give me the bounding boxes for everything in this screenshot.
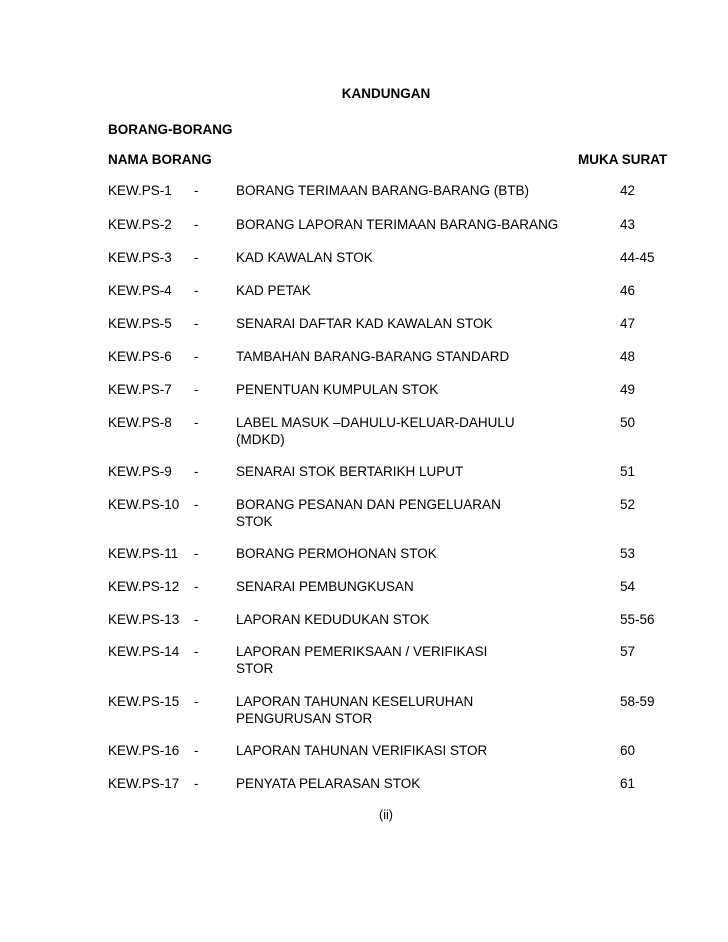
entry-page: 54 — [620, 579, 636, 594]
entry-description: LAPORAN PEMERIKSAAN / VERIFIKASI STOR — [236, 644, 488, 676]
entry-dash: - — [194, 497, 199, 512]
entry-dash: - — [194, 694, 199, 709]
entry-code: KEW.PS-4 — [108, 283, 172, 298]
entry-page: 50 — [620, 415, 636, 430]
entry-code: KEW.PS-12 — [108, 579, 180, 594]
entry-code: KEW.PS-13 — [108, 612, 180, 627]
entry-page: 55-56 — [620, 612, 655, 627]
entry-code: KEW.PS-17 — [108, 776, 180, 791]
entry-dash: - — [194, 546, 199, 561]
entry-description: SENARAI STOK BERTARIKH LUPUT — [236, 464, 464, 479]
entry-page: 58-59 — [620, 694, 655, 709]
entry-page: 48 — [620, 349, 636, 364]
column-header-page: MUKA SURAT — [578, 152, 668, 167]
entry-dash: - — [194, 250, 199, 265]
entry-description: PENYATA PELARASAN STOK — [236, 776, 421, 791]
document-title: KANDUNGAN — [341, 86, 431, 101]
entry-dash: - — [194, 382, 199, 397]
entry-description: BORANG TERIMAAN BARANG-BARANG (BTB) — [236, 183, 530, 198]
entry-description: TAMBAHAN BARANG-BARANG STANDARD — [236, 349, 510, 364]
page-number: (ii) — [379, 808, 393, 822]
entry-page: 43 — [620, 217, 636, 232]
entry-page: 53 — [620, 546, 636, 561]
entry-page: 46 — [620, 283, 636, 298]
entry-code: KEW.PS-9 — [108, 464, 172, 479]
entry-page: 61 — [620, 776, 636, 791]
entry-page: 51 — [620, 464, 636, 479]
entry-description: LAPORAN TAHUNAN KESELURUHAN PENGURUSAN STOR — [236, 694, 474, 726]
entry-dash: - — [194, 217, 199, 232]
entry-description: BORANG LAPORAN TERIMAAN BARANG-BARANG — [236, 217, 559, 232]
entry-dash: - — [194, 776, 199, 791]
entry-code: KEW.PS-15 — [108, 694, 180, 709]
entry-dash: - — [194, 183, 199, 198]
entry-code: KEW.PS-11 — [108, 546, 179, 561]
entry-dash: - — [194, 316, 199, 331]
entry-dash: - — [194, 464, 199, 479]
entry-description: LABEL MASUK –DAHULU-KELUAR-DAHULU (MDKD) — [236, 415, 515, 447]
section-heading: BORANG-BORANG — [108, 122, 233, 137]
entry-dash: - — [194, 349, 199, 364]
entry-page: 60 — [620, 743, 636, 758]
entry-description: SENARAI DAFTAR KAD KAWALAN STOK — [236, 316, 493, 331]
entry-description: KAD PETAK — [236, 283, 311, 298]
entry-code: KEW.PS-14 — [108, 644, 180, 659]
entry-dash: - — [194, 612, 199, 627]
entry-code: KEW.PS-16 — [108, 743, 180, 758]
entry-dash: - — [194, 283, 199, 298]
entry-description: KAD KAWALAN STOK — [236, 250, 373, 265]
entry-description: PENENTUAN KUMPULAN STOK — [236, 382, 439, 397]
entry-dash: - — [194, 743, 199, 758]
entry-code: KEW.PS-2 — [108, 217, 172, 232]
entry-page: 42 — [620, 183, 636, 198]
entry-dash: - — [194, 415, 199, 430]
entry-description: BORANG PERMOHONAN STOK — [236, 546, 437, 561]
entry-description: LAPORAN KEDUDUKAN STOK — [236, 612, 430, 627]
entry-page: 52 — [620, 497, 636, 512]
entry-description: SENARAI PEMBUNGKUSAN — [236, 579, 414, 594]
entry-page: 49 — [620, 382, 636, 397]
entry-description: LAPORAN TAHUNAN VERIFIKASI STOR — [236, 743, 488, 758]
entry-dash: - — [194, 644, 199, 659]
entry-code: KEW.PS-1 — [108, 183, 172, 198]
entry-code: KEW.PS-8 — [108, 415, 172, 430]
entry-code: KEW.PS-5 — [108, 316, 172, 331]
column-header-name: NAMA BORANG — [108, 152, 212, 167]
entry-page: 57 — [620, 644, 636, 659]
entry-page: 44-45 — [620, 250, 655, 265]
entry-code: KEW.PS-7 — [108, 382, 172, 397]
entry-code: KEW.PS-10 — [108, 497, 180, 512]
entry-code: KEW.PS-3 — [108, 250, 172, 265]
entry-page: 47 — [620, 316, 636, 331]
entry-code: KEW.PS-6 — [108, 349, 172, 364]
entry-dash: - — [194, 579, 199, 594]
entry-description: BORANG PESANAN DAN PENGELUARAN STOK — [236, 497, 501, 529]
